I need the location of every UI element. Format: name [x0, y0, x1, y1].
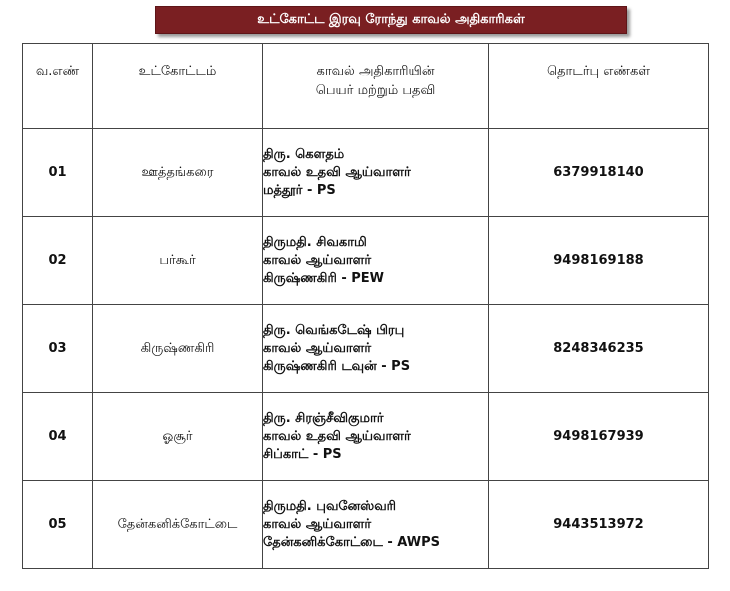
header-officer [263, 44, 489, 129]
cell-subdivision: தேன்கனிக்கோட்டை [93, 481, 263, 569]
officer-name: திரு. வெங்கடேஷ் பிரபு [263, 322, 405, 338]
cell-subdivision: பர்கூர் [93, 217, 263, 305]
header-subdivision: உட்கோட்டம் [93, 44, 263, 129]
officer-rank: காவல் உதவி ஆய்வாளர் [263, 164, 411, 180]
table-row [23, 393, 709, 481]
cell-officer [263, 129, 489, 217]
officer-name: திரு. கௌதம் [263, 146, 345, 162]
officer-rank: காவல் ஆய்வாளர் [263, 340, 372, 356]
cell-officer [263, 217, 489, 305]
officer-station: சிப்காட் - PS [263, 446, 342, 462]
cell-phone: 6379918140 [489, 129, 709, 217]
header-phone: தொடர்பு எண்கள் [489, 44, 709, 129]
cell-officer [263, 305, 489, 393]
page-title: உட்கோட்ட இரவு ரோந்து காவல் அதிகாரிகள் [257, 12, 525, 27]
officer-name: திரு. சிரஞ்சீவிகுமார் [263, 410, 384, 426]
officer-name: திருமதி. சிவகாமி [263, 234, 367, 250]
cell-sno: 04 [23, 393, 93, 481]
cell-sno: 05 [23, 481, 93, 569]
cell-officer [263, 481, 489, 569]
cell-sno: 03 [23, 305, 93, 393]
cell-phone: 9498167939 [489, 393, 709, 481]
cell-officer [263, 393, 489, 481]
officer-station: மத்தூர் - PS [263, 182, 336, 198]
cell-subdivision: ஓசூர் [93, 393, 263, 481]
officer-station: கிருஷ்ணகிரி - PEW [263, 270, 384, 286]
officer-station: கிருஷ்ணகிரி டவுன் - PS [263, 358, 411, 374]
table-header-row [23, 44, 709, 129]
cell-sno: 01 [23, 129, 93, 217]
cell-subdivision: கிருஷ்ணகிரி [93, 305, 263, 393]
header-officer-line2: பெயர் மற்றும் பதவி [315, 83, 436, 98]
cell-phone: 9443513972 [489, 481, 709, 569]
cell-subdivision: ஊத்தங்கரை [93, 129, 263, 217]
page-title-banner [155, 6, 627, 34]
officer-name: திருமதி. புவனேஸ்வரி [263, 498, 396, 514]
officer-station: தேன்கனிக்கோட்டை - AWPS [263, 534, 440, 550]
officer-rank: காவல் ஆய்வாளர் [263, 252, 372, 268]
header-officer-line1: காவல் அதிகாரியின் [316, 64, 435, 79]
officer-rank: காவல் உதவி ஆய்வாளர் [263, 428, 411, 444]
cell-phone: 9498169188 [489, 217, 709, 305]
header-sno: வ.எண் [23, 44, 93, 129]
officer-rank: காவல் ஆய்வாளர் [263, 516, 372, 532]
table-row [23, 481, 709, 569]
table-row [23, 217, 709, 305]
table-row [23, 129, 709, 217]
table-row [23, 305, 709, 393]
cell-sno: 02 [23, 217, 93, 305]
cell-phone: 8248346235 [489, 305, 709, 393]
officers-table [22, 43, 709, 569]
